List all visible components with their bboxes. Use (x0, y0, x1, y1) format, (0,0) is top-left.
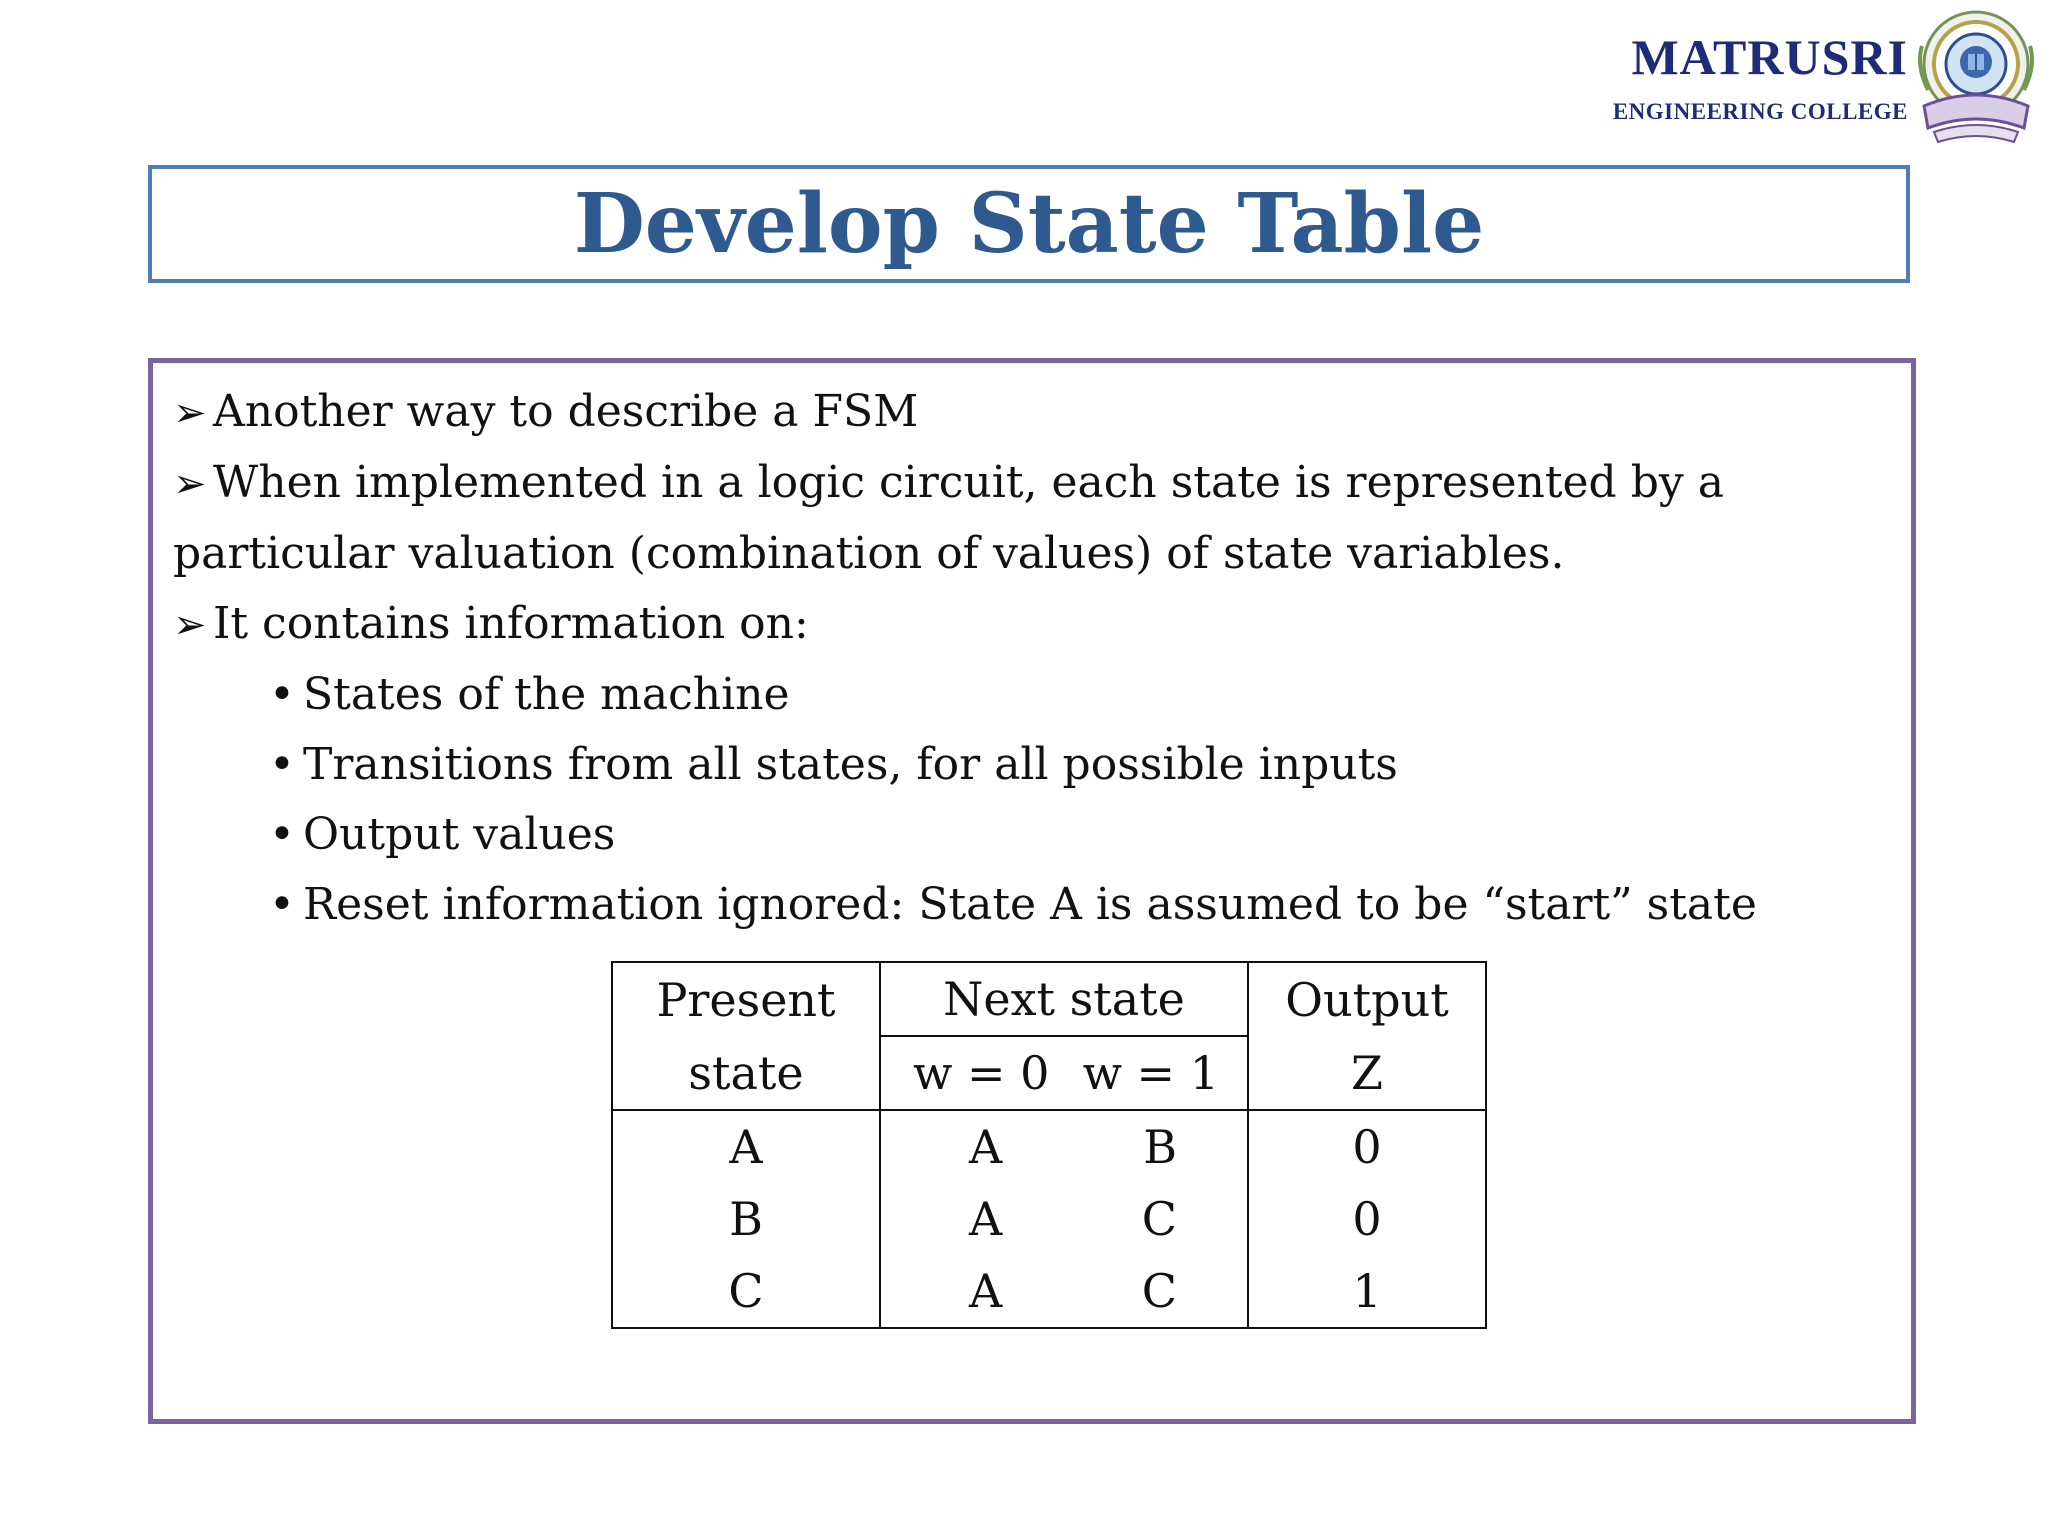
arrow-bullet-icon: ➢ (173, 390, 207, 436)
cell-w0: A (969, 1264, 1003, 1318)
sub-bullet-text: Transitions from all states, for all possible inputs (303, 739, 1398, 790)
cell-present: C (612, 1255, 880, 1328)
dot-bullet-icon: • (269, 809, 295, 860)
sub-bullet-text: States of the machine (303, 669, 790, 720)
bullet-2-text: When implemented in a logic circuit, each state is represented by a particular valuation (combination of values) of state variables. (173, 457, 1724, 579)
cell-w0: A (969, 1192, 1003, 1246)
cell-next (880, 1183, 1248, 1255)
sub-bullet-text: Reset information ignored: State A is assumed to be “start” state (303, 879, 1757, 930)
college-logo (1588, 6, 2048, 146)
state-table (611, 961, 1487, 1329)
header-output-1: Output (1248, 962, 1486, 1036)
sub-bullet-text: Output values (303, 809, 616, 860)
cell-output: 0 (1248, 1183, 1486, 1255)
bullet-1-text: Another way to describe a FSM (213, 386, 919, 437)
bullet-3 (173, 589, 1895, 660)
header-next-state: Next state (880, 962, 1248, 1036)
sub-bullet (269, 870, 1895, 940)
cell-present: A (612, 1110, 880, 1183)
dot-bullet-icon: • (269, 739, 295, 790)
sub-bullet (269, 730, 1895, 800)
table-row (612, 1183, 1486, 1255)
bullet-2 (173, 448, 1895, 589)
arrow-bullet-icon: ➢ (173, 461, 207, 507)
logo-name: MATRUSRI (1631, 29, 1908, 85)
cell-w1: B (1143, 1120, 1177, 1174)
title-frame (148, 165, 1910, 283)
sub-bullet (269, 800, 1895, 870)
header-w0: w = 0 (913, 1046, 1050, 1100)
dot-bullet-icon: • (269, 879, 295, 930)
arrow-bullet-icon: ➢ (173, 602, 207, 648)
college-seal-icon (1914, 6, 2044, 146)
logo-subtitle: ENGINEERING COLLEGE (1612, 99, 1908, 124)
cell-w1: C (1141, 1264, 1177, 1318)
header-inputs (880, 1036, 1248, 1110)
cell-w1: C (1141, 1192, 1177, 1246)
table-row (612, 1110, 1486, 1183)
cell-output: 0 (1248, 1110, 1486, 1183)
header-output-2: Z (1248, 1036, 1486, 1110)
header-present-2: state (612, 1036, 880, 1110)
cell-output: 1 (1248, 1255, 1486, 1328)
header-present-1: Present (612, 962, 880, 1036)
sub-bullet (269, 660, 1895, 730)
cell-next (880, 1110, 1248, 1183)
content-body (173, 377, 1895, 940)
bullet-3-text: It contains information on: (213, 598, 809, 649)
cell-present: B (612, 1183, 880, 1255)
slide-title: Develop State Table (573, 176, 1485, 272)
table-row (612, 1255, 1486, 1328)
dot-bullet-icon: • (269, 669, 295, 720)
header-w1: w = 1 (1082, 1046, 1219, 1100)
sub-bullet-list (173, 660, 1895, 940)
content-frame (148, 358, 1916, 1424)
bullet-1 (173, 377, 1895, 448)
cell-w0: A (969, 1120, 1003, 1174)
cell-next (880, 1255, 1248, 1328)
